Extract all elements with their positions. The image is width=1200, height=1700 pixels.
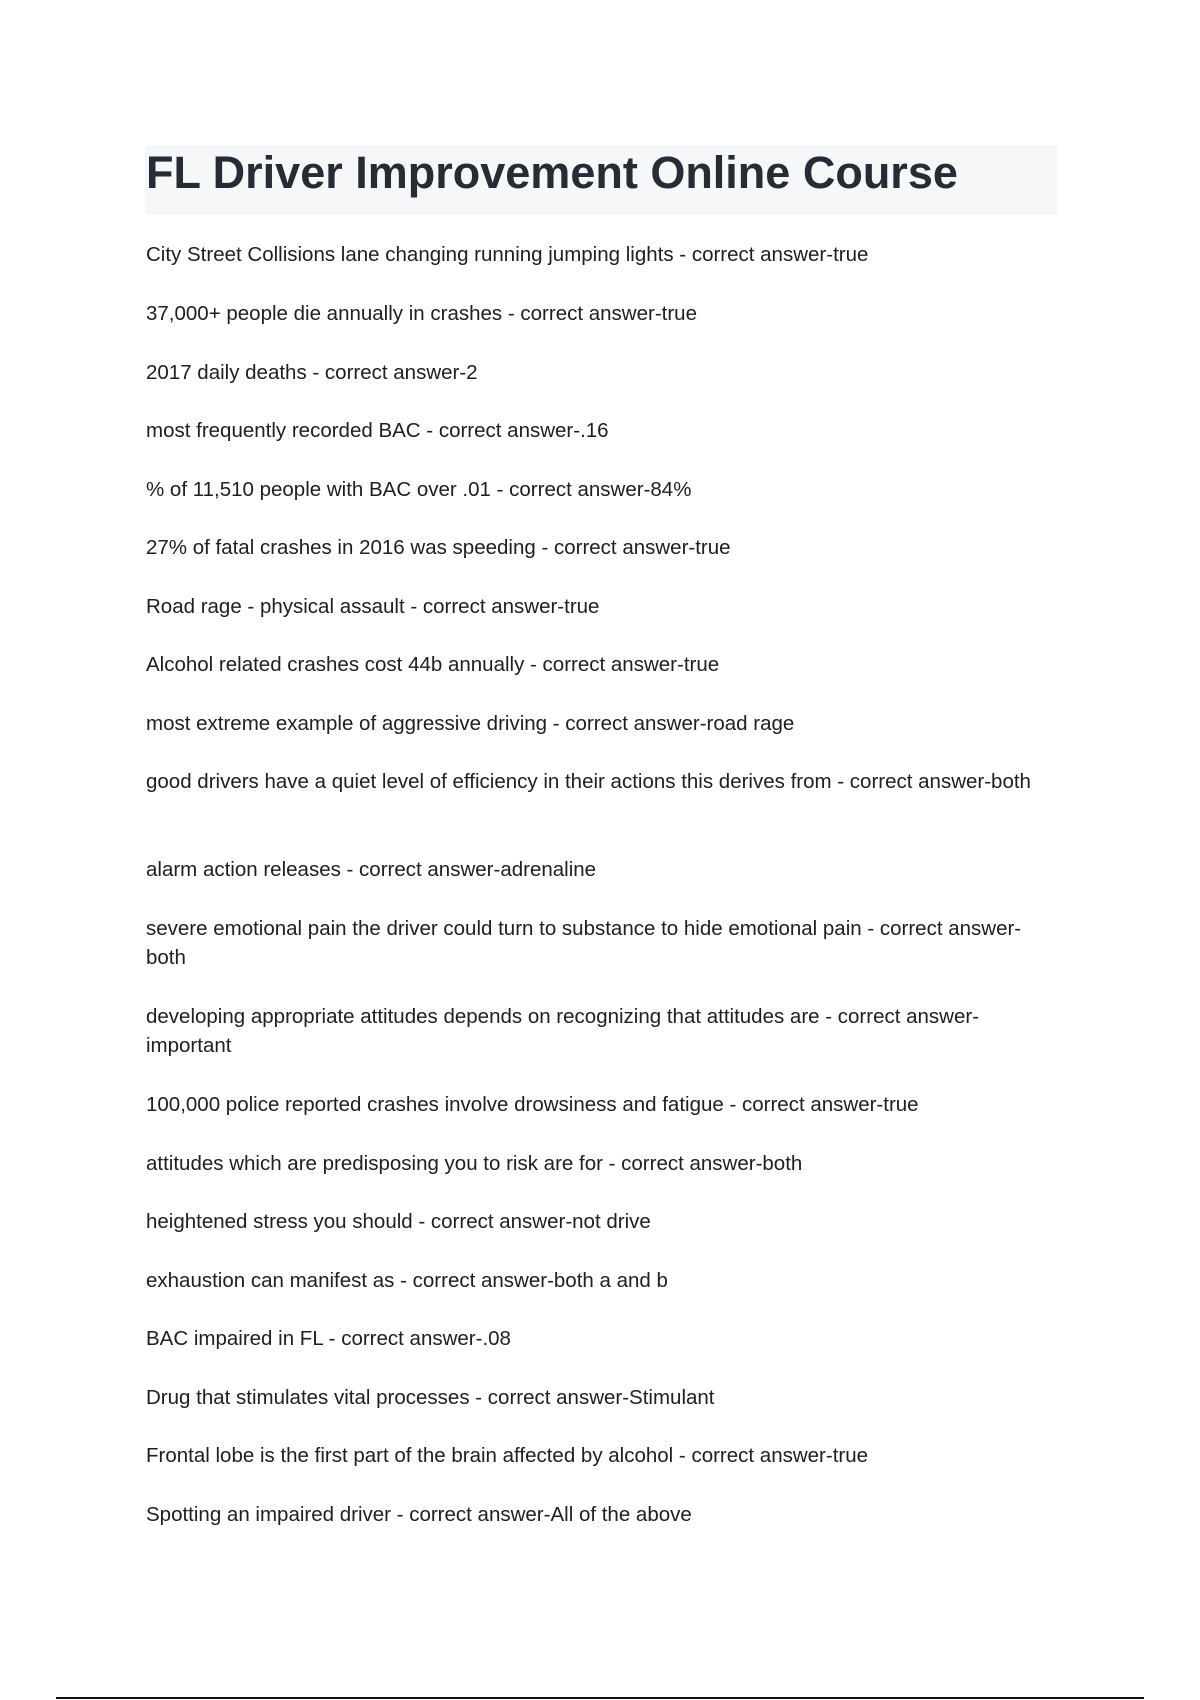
list-item: developing appropriate attitudes depends on recognizing that attitudes are - correct answer-important: [146, 1005, 980, 1057]
footer-divider: [56, 1697, 1144, 1699]
list-item: good drivers have a quiet level of efficiency in their actions this derives from - correct answer-both: [146, 770, 1031, 793]
list-item: most extreme example of aggressive driving - correct answer-road rage: [146, 712, 795, 735]
list-item: 100,000 police reported crashes involve drowsiness and fatigue - correct answer-true: [146, 1093, 919, 1116]
list-item: severe emotional pain the driver could turn to substance to hide emotional pain - correct answer-both: [146, 917, 1022, 969]
page-title: FL Driver Improvement Online Course: [146, 147, 958, 198]
list-item: BAC impaired in FL - correct answer-.08: [146, 1327, 511, 1350]
list-item: Spotting an impaired driver - correct answer-All of the above: [146, 1503, 692, 1526]
list-item: most frequently recorded BAC - correct answer-.16: [146, 419, 609, 442]
list-item: Road rage - physical assault - correct answer-true: [146, 595, 600, 618]
list-item: Drug that stimulates vital processes - correct answer-Stimulant: [146, 1386, 715, 1409]
list-item: 2017 daily deaths - correct answer-2: [146, 361, 478, 384]
list-item: City Street Collisions lane changing running jumping lights - correct answer-true: [146, 243, 869, 266]
list-item: Frontal lobe is the first part of the brain affected by alcohol - correct answer-true: [146, 1444, 869, 1467]
list-item: 37,000+ people die annually in crashes - correct answer-true: [146, 302, 697, 325]
list-item: heightened stress you should - correct answer-not drive: [146, 1210, 651, 1233]
list-item: Alcohol related crashes cost 44b annually - correct answer-true: [146, 653, 720, 676]
list-item: attitudes which are predisposing you to risk are for - correct answer-both: [146, 1152, 803, 1175]
list-item: % of 11,510 people with BAC over .01 - correct answer-84%: [146, 478, 692, 501]
list-item: exhaustion can manifest as - correct answer-both a and b: [146, 1269, 668, 1292]
list-item: 27% of fatal crashes in 2016 was speeding - correct answer-true: [146, 536, 731, 559]
list-item: alarm action releases - correct answer-adrenaline: [146, 858, 597, 881]
